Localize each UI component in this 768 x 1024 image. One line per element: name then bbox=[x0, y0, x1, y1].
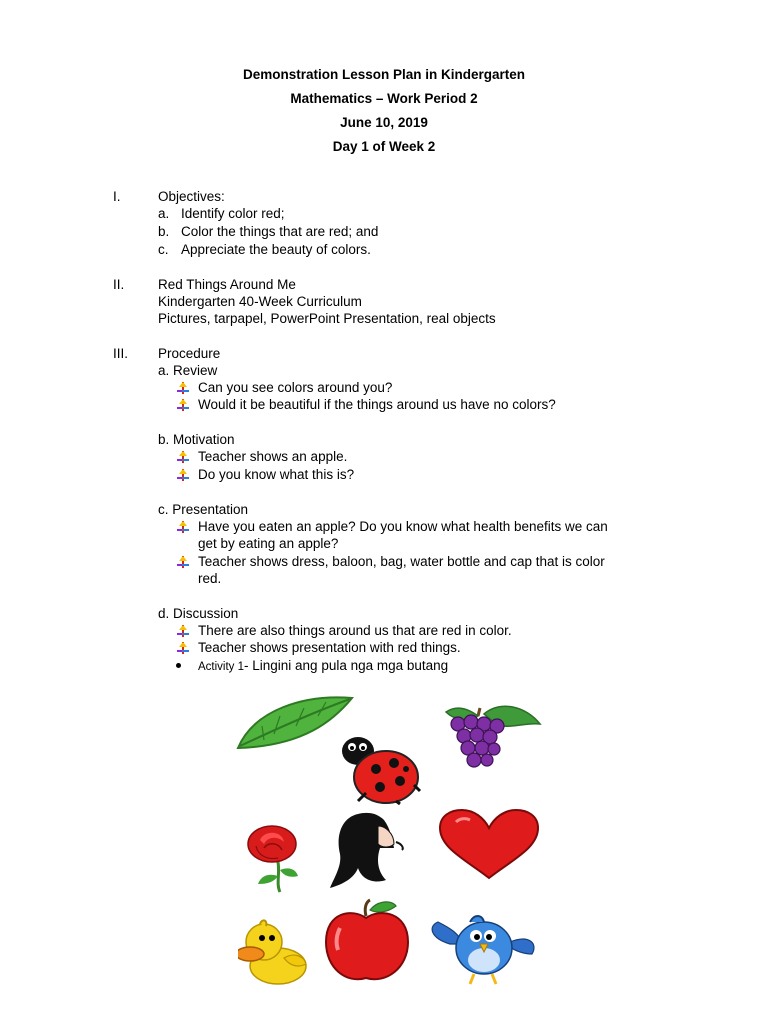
review-item: Can you see colors around you? bbox=[198, 380, 393, 395]
objective-text: Color the things that are red; and bbox=[181, 224, 379, 239]
colored-arrow-bullet-icon bbox=[176, 624, 190, 638]
grapes-picture bbox=[440, 700, 542, 772]
motivation-label: b. Motivation bbox=[158, 432, 235, 447]
red-apple-picture bbox=[322, 898, 412, 986]
review-item: Would it be beautiful if the things around us have no colors? bbox=[198, 397, 556, 412]
activity-prefix: Activity 1 bbox=[198, 661, 245, 673]
red-rose-picture bbox=[238, 822, 310, 894]
colored-arrow-bullet-icon bbox=[176, 381, 190, 395]
document-subject: Mathematics – Work Period 2 bbox=[290, 91, 478, 106]
colored-arrow-bullet-icon bbox=[176, 520, 190, 534]
document-date: June 10, 2019 bbox=[340, 115, 428, 130]
document-day: Day 1 of Week 2 bbox=[332, 139, 436, 154]
red-heart-picture bbox=[436, 808, 542, 880]
section-numeral-procedure: III. bbox=[113, 346, 129, 361]
subject-matter-topic: Red Things Around Me bbox=[158, 277, 296, 292]
motivation-item: Teacher shows an apple. bbox=[198, 449, 348, 464]
colored-arrow-bullet-icon bbox=[176, 450, 190, 464]
objective-letter: c. bbox=[158, 242, 169, 257]
bluebird-picture bbox=[430, 904, 538, 988]
section-numeral-objectives: I. bbox=[113, 189, 121, 204]
subject-matter-reference: Kindergarten 40-Week Curriculum bbox=[158, 294, 362, 309]
objective-text: Appreciate the beauty of colors. bbox=[181, 242, 371, 257]
objective-letter: a. bbox=[158, 206, 170, 221]
colored-arrow-bullet-icon bbox=[176, 398, 190, 412]
girl-hair-silhouette-picture bbox=[328, 808, 410, 892]
presentation-label: c. Presentation bbox=[158, 502, 249, 517]
discussion-item: Teacher shows presentation with red things. bbox=[198, 640, 461, 655]
activity-text: - Lingini ang pula nga mga butang bbox=[244, 658, 449, 673]
presentation-item: Have you eaten an apple? Do you know what health benefits we can bbox=[198, 519, 608, 534]
discussion-label: d. Discussion bbox=[158, 606, 239, 621]
yellow-duckling-picture bbox=[238, 918, 310, 988]
section-numeral-subject-matter: II. bbox=[113, 277, 125, 292]
objective-text: Identify color red; bbox=[181, 206, 285, 221]
discussion-item: There are also things around us that are red in color. bbox=[198, 623, 512, 638]
motivation-item: Do you know what this is? bbox=[198, 467, 355, 482]
objective-letter: b. bbox=[158, 224, 170, 239]
colored-arrow-bullet-icon bbox=[176, 555, 190, 569]
objectives-heading: Objectives: bbox=[158, 189, 225, 204]
activity-line bbox=[198, 657, 448, 676]
colored-arrow-bullet-icon bbox=[176, 641, 190, 655]
round-bullet bbox=[176, 663, 181, 668]
ladybug-picture bbox=[336, 733, 422, 805]
presentation-item-continued: get by eating an apple? bbox=[198, 536, 339, 551]
colored-arrow-bullet-icon bbox=[176, 468, 190, 482]
review-label: a. Review bbox=[158, 363, 218, 378]
document-title: Demonstration Lesson Plan in Kindergarten bbox=[242, 67, 526, 82]
presentation-item-continued: red. bbox=[198, 571, 222, 586]
procedure-heading: Procedure bbox=[158, 346, 221, 361]
presentation-item: Teacher shows dress, baloon, bag, water bottle and cap that is color bbox=[198, 554, 605, 569]
subject-matter-materials: Pictures, tarpapel, PowerPoint Presentation, real objects bbox=[158, 311, 496, 326]
